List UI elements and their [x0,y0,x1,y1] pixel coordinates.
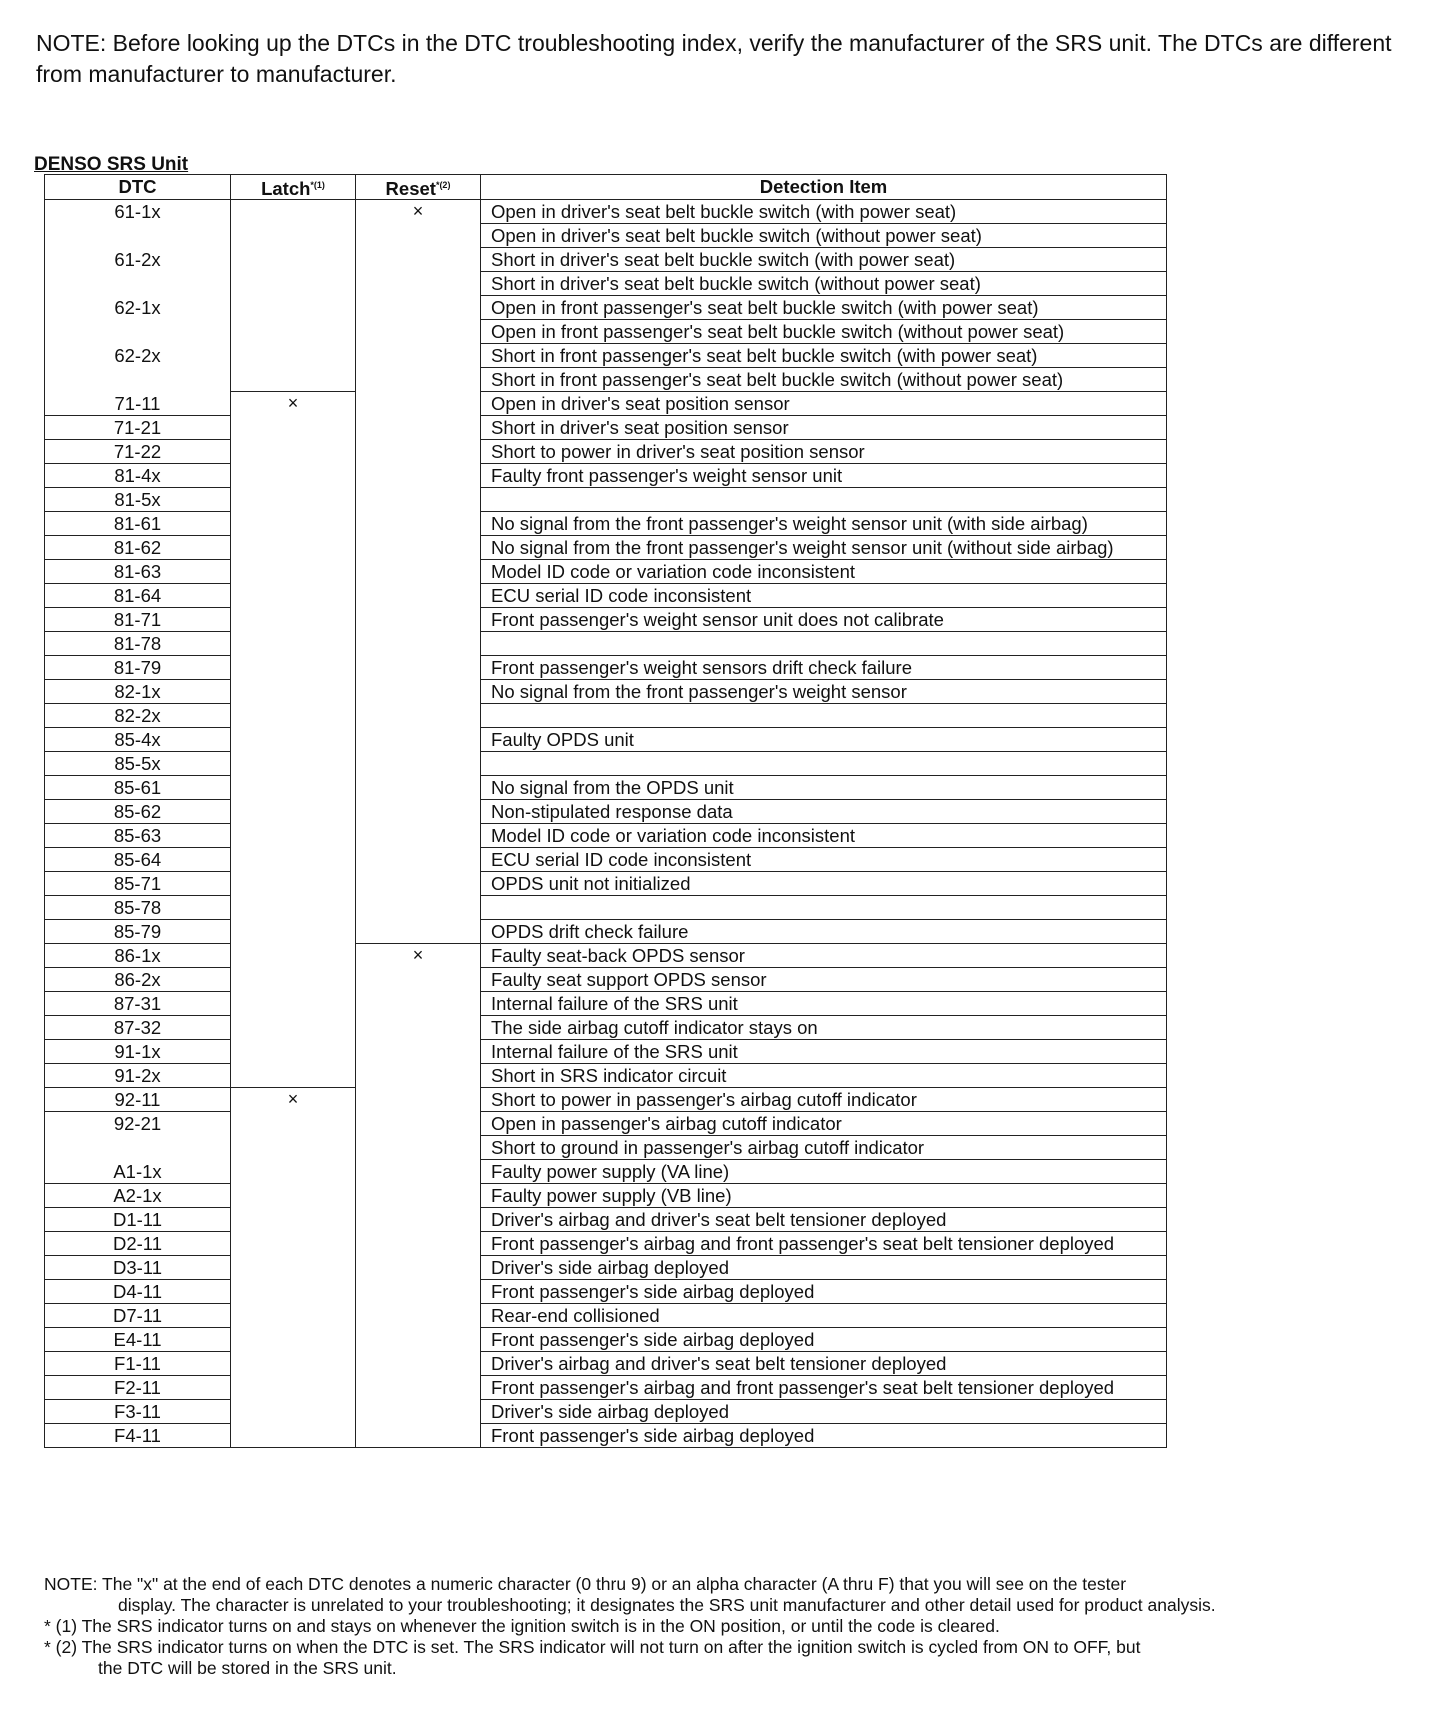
detection-item: Short to power in driver's seat position sensor [481,440,1167,464]
dtc-code: D1-11 [45,1208,231,1232]
table-row [45,440,1167,464]
table-row [45,272,1167,296]
table-row [45,944,1167,968]
detection-item: Open in passenger's airbag cutoff indicator [481,1112,1167,1136]
table-row [45,800,1167,824]
detection-item: Internal failure of the SRS unit [481,992,1167,1016]
dtc-code: 91-2x [45,1064,231,1088]
detection-item: Front passenger's weight sensors drift check failure [481,656,1167,680]
table-row [45,1304,1167,1328]
dtc-code: 92-11 [45,1088,231,1112]
dtc-code: 81-5x [45,488,231,512]
detection-item: Open in driver's seat belt buckle switch (with power seat) [481,200,1167,224]
table-row [45,1400,1167,1424]
table-row [45,416,1167,440]
dtc-code: 82-1x [45,680,231,704]
reset-cell: × [356,944,481,1448]
table-row [45,1064,1167,1088]
table-row [45,1088,1167,1112]
dtc-code: A2-1x [45,1184,231,1208]
detection-item: Open in driver's seat belt buckle switch (without power seat) [481,224,1167,248]
dtc-code: 81-79 [45,656,231,680]
detection-item: Driver's side airbag deployed [481,1256,1167,1280]
table-row [45,584,1167,608]
detection-item: Model ID code or variation code inconsistent [481,560,1167,584]
detection-item: No signal from the front passenger's weight sensor unit (without side airbag) [481,536,1167,560]
table-row [45,824,1167,848]
dtc-code: E4-11 [45,1328,231,1352]
table-row [45,632,1167,656]
header-latch-label: Latch [261,178,311,200]
table-row [45,992,1167,1016]
detection-item: Model ID code or variation code inconsistent [481,824,1167,848]
table-row [45,920,1167,944]
detection-item: Front passenger's airbag and front passenger's seat belt tensioner deployed [481,1232,1167,1256]
table-row [45,608,1167,632]
dtc-code [45,1136,231,1160]
table-row [45,1232,1167,1256]
table-row [45,296,1167,320]
detection-item: OPDS unit not initialized [481,872,1167,896]
latch-cell: × [231,392,356,1088]
dtc-code: 61-2x [45,248,231,272]
table-row [45,560,1167,584]
table-row [45,1136,1167,1160]
detection-item: Faulty OPDS unit [481,728,1167,752]
dtc-code: 86-2x [45,968,231,992]
table-row [45,1208,1167,1232]
detection-item: Short in driver's seat belt buckle switch (with power seat) [481,248,1167,272]
detection-item [481,704,1167,728]
header-reset-footnote: *(2) [435,180,451,190]
reset-cell: × [356,200,481,944]
footnote-note: NOTE: The "x" at the end of each DTC denotes a numeric character (0 thru 9) or an alpha character (A thru F) that you will see on the tester [44,1574,1127,1594]
table-row [45,1280,1167,1304]
dtc-code: 92-21 [45,1112,231,1136]
detection-item: Short to ground in passenger's airbag cutoff indicator [481,1136,1167,1160]
detection-item: OPDS drift check failure [481,920,1167,944]
dtc-code: 81-64 [45,584,231,608]
dtc-code [45,224,231,248]
detection-item: Rear-end collisioned [481,1304,1167,1328]
table-row [45,704,1167,728]
table-row [45,1184,1167,1208]
table-row [45,1352,1167,1376]
detection-item: Faulty seat-back OPDS sensor [481,944,1167,968]
detection-item: Faulty power supply (VA line) [481,1160,1167,1184]
detection-item: Short in SRS indicator circuit [481,1064,1167,1088]
footnote-note-continued: display. The character is unrelated to your troubleshooting; it designates the SRS unit manufacturer and other detail used for product analysis. [118,1595,1216,1615]
header-reset [356,175,481,200]
footnotes [44,1574,1414,1679]
table-row [45,1040,1167,1064]
table-row [45,224,1167,248]
dtc-table [44,174,1167,1448]
dtc-code: 87-32 [45,1016,231,1040]
detection-item: Front passenger's side airbag deployed [481,1328,1167,1352]
dtc-code [45,272,231,296]
dtc-code: D7-11 [45,1304,231,1328]
detection-item: Front passenger's side airbag deployed [481,1424,1167,1448]
detection-item: ECU serial ID code inconsistent [481,848,1167,872]
table-row [45,872,1167,896]
table-row [45,1328,1167,1352]
table-row [45,1160,1167,1184]
dtc-code: 85-78 [45,896,231,920]
table-row [45,1016,1167,1040]
footnote-2-continued: the DTC will be stored in the SRS unit. [98,1658,397,1678]
detection-item: Faulty power supply (VB line) [481,1184,1167,1208]
detection-item: Internal failure of the SRS unit [481,1040,1167,1064]
detection-item: Driver's side airbag deployed [481,1400,1167,1424]
dtc-code: 85-71 [45,872,231,896]
table-row [45,1376,1167,1400]
unit-title: DENSO SRS Unit [34,154,189,175]
detection-item: Front passenger's side airbag deployed [481,1280,1167,1304]
dtc-code: 85-79 [45,920,231,944]
table-row [45,728,1167,752]
table-row [45,752,1167,776]
dtc-code: D3-11 [45,1256,231,1280]
dtc-code: D2-11 [45,1232,231,1256]
detection-item [481,488,1167,512]
dtc-table-body [45,200,1167,1448]
dtc-code: 82-2x [45,704,231,728]
dtc-code [45,320,231,344]
detection-item: Driver's airbag and driver's seat belt tensioner deployed [481,1352,1167,1376]
dtc-code: 81-62 [45,536,231,560]
detection-item: Faulty front passenger's weight sensor unit [481,464,1167,488]
dtc-code: 81-61 [45,512,231,536]
dtc-code: 71-11 [45,392,231,416]
latch-cell [231,200,356,392]
dtc-code: 81-71 [45,608,231,632]
table-row [45,320,1167,344]
table-row [45,776,1167,800]
header-latch-footnote: *(1) [310,180,325,190]
dtc-code: 71-22 [45,440,231,464]
dtc-code: 85-4x [45,728,231,752]
detection-item: The side airbag cutoff indicator stays on [481,1016,1167,1040]
table-row [45,368,1167,392]
dtc-code: 81-63 [45,560,231,584]
table-row [45,512,1167,536]
detection-item: Short in front passenger's seat belt buckle switch (with power seat) [481,344,1167,368]
detection-item: Short in driver's seat position sensor [481,416,1167,440]
table-row [45,1112,1167,1136]
table-row [45,656,1167,680]
dtc-code: 87-31 [45,992,231,1016]
detection-item: No signal from the front passenger's weight sensor unit (with side airbag) [481,512,1167,536]
latch-cell: × [231,1088,356,1448]
top-note: NOTE: Before looking up the DTCs in the DTC troubleshooting index, verify the manufacturer of the SRS unit. The DTCs are different from manufacturer to manufacturer. [36,30,1392,87]
table-row [45,248,1167,272]
table-row [45,464,1167,488]
footnote-2: * (2) The SRS indicator turns on when the DTC is set. The SRS indicator will not turn on after the ignition switch is cycled from ON to OFF, but [44,1637,1141,1657]
detection-item: Open in driver's seat position sensor [481,392,1167,416]
table-row [45,1424,1167,1448]
dtc-code: D4-11 [45,1280,231,1304]
detection-item: No signal from the front passenger's weight sensor [481,680,1167,704]
detection-item: Faulty seat support OPDS sensor [481,968,1167,992]
detection-item: Open in front passenger's seat belt buckle switch (with power seat) [481,296,1167,320]
dtc-code: F3-11 [45,1400,231,1424]
table-row [45,896,1167,920]
dtc-code [45,368,231,392]
dtc-code: 62-1x [45,296,231,320]
dtc-code: A1-1x [45,1160,231,1184]
table-row [45,488,1167,512]
table-row [45,848,1167,872]
dtc-code: F2-11 [45,1376,231,1400]
detection-item: Non-stipulated response data [481,800,1167,824]
detection-item [481,632,1167,656]
detection-item [481,752,1167,776]
table-header-row [45,175,1167,200]
dtc-code: 85-64 [45,848,231,872]
table-row [45,1256,1167,1280]
detection-item: ECU serial ID code inconsistent [481,584,1167,608]
detection-item: Front passenger's airbag and front passenger's seat belt tensioner deployed [481,1376,1167,1400]
dtc-code: F1-11 [45,1352,231,1376]
table-row [45,344,1167,368]
footnote-1: * (1) The SRS indicator turns on and stays on whenever the ignition switch is in the ON position, or until the code is cleared. [44,1616,1000,1636]
table-row [45,200,1167,224]
dtc-code: 85-62 [45,800,231,824]
header-reset-label: Reset [385,178,436,200]
dtc-code: 85-61 [45,776,231,800]
header-detection-item: Detection Item [481,175,1167,200]
dtc-code: 85-5x [45,752,231,776]
dtc-code: 91-1x [45,1040,231,1064]
detection-item: No signal from the OPDS unit [481,776,1167,800]
dtc-code: 85-63 [45,824,231,848]
dtc-code: 81-78 [45,632,231,656]
dtc-code: 61-1x [45,200,231,224]
dtc-code: 62-2x [45,344,231,368]
detection-item: Short in driver's seat belt buckle switch (without power seat) [481,272,1167,296]
table-row [45,968,1167,992]
detection-item: Driver's airbag and driver's seat belt tensioner deployed [481,1208,1167,1232]
detection-item: Short in front passenger's seat belt buckle switch (without power seat) [481,368,1167,392]
table-row [45,680,1167,704]
detection-item: Short to power in passenger's airbag cutoff indicator [481,1088,1167,1112]
table-row [45,392,1167,416]
header-dtc: DTC [45,175,231,200]
dtc-code: 81-4x [45,464,231,488]
dtc-code: 71-21 [45,416,231,440]
detection-item: Front passenger's weight sensor unit does not calibrate [481,608,1167,632]
header-latch [231,175,356,200]
table-row [45,536,1167,560]
detection-item: Open in front passenger's seat belt buckle switch (without power seat) [481,320,1167,344]
detection-item [481,896,1167,920]
dtc-code: F4-11 [45,1424,231,1448]
dtc-code: 86-1x [45,944,231,968]
